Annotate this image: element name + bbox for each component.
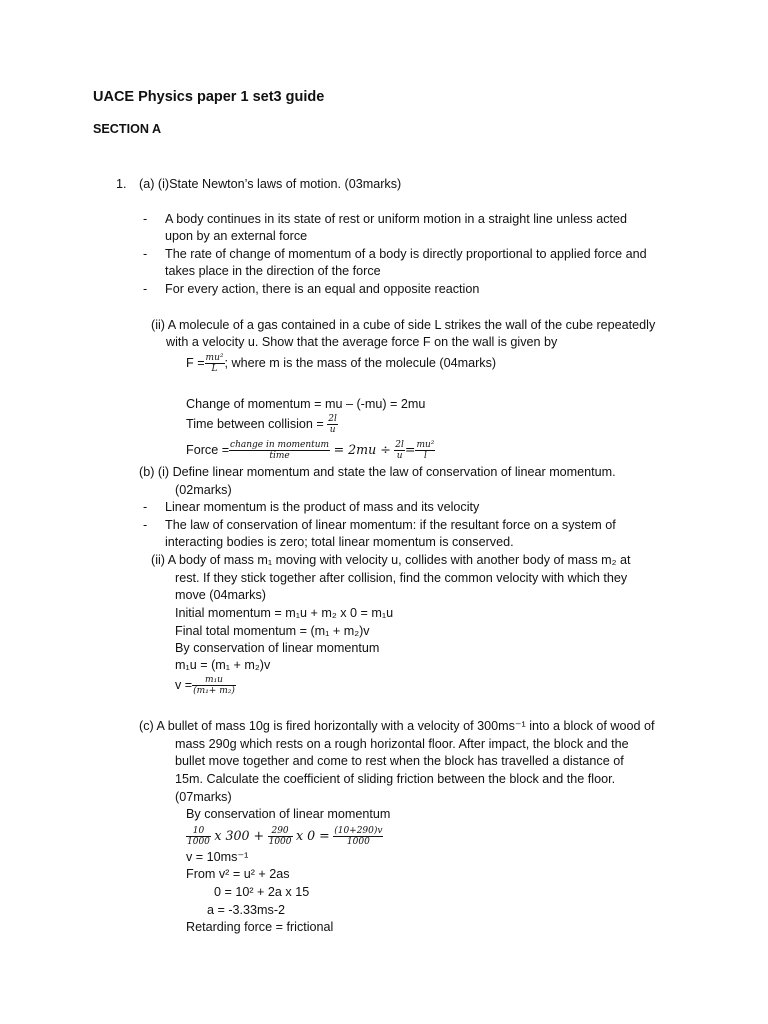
force-formula bbox=[186, 352, 496, 374]
bullet-mass-numerator: 10 bbox=[192, 826, 205, 837]
question-1b-i-line-2: (02marks) bbox=[175, 483, 232, 497]
law-1-line-1: A body continues in its state of rest or uniform motion in a straight line unless acted bbox=[165, 212, 628, 226]
force-formula-suffix: ; where m is the mass of the molecule (04marks) bbox=[224, 356, 497, 370]
retarding-force: Retarding force = frictional bbox=[186, 920, 334, 934]
question-1c-line-2: mass 290g which rests on a rough horizontal floor. After impact, the block and the bbox=[175, 737, 629, 751]
velocity-prefix: v = bbox=[175, 678, 193, 692]
bullet-mass-denominator: 1000 bbox=[187, 837, 210, 848]
force-equals: = bbox=[404, 442, 416, 457]
initial-momentum: Initial momentum = m₁u + m₂ x 0 = m₁u bbox=[175, 606, 394, 620]
block-mass-numerator: 290 bbox=[271, 826, 289, 837]
force-formula-numerator: mu² bbox=[205, 353, 224, 364]
time-denominator: u bbox=[327, 424, 338, 435]
document-title: UACE Physics paper 1 set3 guide bbox=[93, 89, 325, 105]
force-numerator-3: mu² bbox=[416, 440, 435, 451]
acceleration-result: a = -3.33ms-2 bbox=[207, 903, 286, 917]
force-numerator: change in momentum bbox=[230, 440, 330, 451]
question-1c-line-1: (c) A bullet of mass 10g is fired horizontally with a velocity of 300ms⁻¹ into a block of wood of bbox=[139, 719, 655, 733]
force-formula-prefix: F = bbox=[186, 356, 205, 370]
question-1a-ii-line-1: (ii) A molecule of a gas contained in a cube of side L strikes the wall of the cube repeatedly bbox=[151, 318, 656, 332]
question-1b-ii-line-2: rest. If they stick together after collision, find the common velocity with which they bbox=[175, 571, 628, 585]
bullet-dash: - bbox=[143, 500, 148, 514]
question-1b-i-line-1: (b) (i) Define linear momentum and state the law of conservation of linear momentum. bbox=[139, 465, 616, 479]
time-prefix: Time between collision = bbox=[186, 417, 324, 431]
force-denominator-3: l bbox=[415, 450, 435, 461]
block-mass-denominator: 1000 bbox=[268, 837, 292, 848]
bullet-dash: - bbox=[143, 247, 148, 261]
time-between-collision bbox=[186, 412, 338, 436]
bullet-dash: - bbox=[143, 212, 148, 226]
question-1c-line-3: bullet move together and come to rest when the block has travelled a distance of bbox=[175, 754, 624, 768]
momentum-equation-c bbox=[186, 823, 383, 849]
momentum-definition: Linear momentum is the product of mass and its velocity bbox=[165, 500, 480, 514]
bullet-dash: - bbox=[143, 518, 148, 532]
force-denominator: time bbox=[229, 450, 330, 461]
momentum-equation: m₁u = (m₁ + m₂)v bbox=[175, 658, 271, 672]
equation-term-2: x 0 = bbox=[296, 828, 330, 843]
velocity-numerator: m₁u bbox=[205, 675, 223, 686]
force-numerator-2: 2l bbox=[395, 440, 404, 451]
velocity-denominator: (m₁+ m₂) bbox=[193, 686, 235, 697]
question-number: 1. bbox=[116, 177, 127, 191]
section-heading: SECTION A bbox=[93, 122, 162, 136]
bullet-dash: - bbox=[143, 282, 148, 296]
conservation-statement: By conservation of linear momentum bbox=[175, 641, 380, 655]
force-formula-denominator: L bbox=[205, 363, 225, 374]
substitution: 0 = 10² + 2a x 15 bbox=[214, 885, 310, 899]
law-2-line-2: takes place in the direction of the force bbox=[165, 264, 381, 278]
law-1-line-2: upon by an external force bbox=[165, 229, 308, 243]
velocity-result: v = 10ms⁻¹ bbox=[186, 850, 249, 864]
change-of-momentum: Change of momentum = mu – (-mu) = 2mu bbox=[186, 397, 426, 411]
kinematic-equation: From v² = u² + 2as bbox=[186, 867, 290, 881]
conservation-law-line-2: interacting bodies is zero; total linear momentum is conserved. bbox=[165, 535, 514, 549]
question-1c-line-5: (07marks) bbox=[175, 790, 232, 804]
time-numerator: 2l bbox=[328, 414, 337, 425]
conservation-law-line-1: The law of conservation of linear momentum: if the resultant force on a system of bbox=[165, 518, 616, 532]
combined-numerator: (10+290)v bbox=[334, 826, 383, 837]
final-momentum: Final total momentum = (m₁ + m₂)v bbox=[175, 624, 370, 638]
force-derivation bbox=[186, 438, 435, 462]
conservation-statement-c: By conservation of linear momentum bbox=[186, 807, 391, 821]
question-1b-ii-line-3: move (04marks) bbox=[175, 588, 266, 602]
question-1a-i: (a) (i)State Newton’s laws of motion. (03marks) bbox=[139, 177, 402, 191]
force-denominator-2: u bbox=[394, 450, 405, 461]
combined-denominator: 1000 bbox=[333, 836, 383, 847]
force-middle: = 2mu ÷ bbox=[333, 442, 391, 457]
law-2-line-1: The rate of change of momentum of a body is directly proportional to applied force and bbox=[165, 247, 647, 261]
force-prefix: Force = bbox=[186, 443, 230, 457]
equation-term-1: x 300 + bbox=[214, 828, 265, 843]
law-3-line-1: For every action, there is an equal and opposite reaction bbox=[165, 282, 480, 296]
question-1a-ii-line-2: with a velocity u. Show that the average force F on the wall is given by bbox=[166, 335, 558, 349]
question-1c-line-4: 15m. Calculate the coefficient of sliding friction between the block and the floor. bbox=[175, 772, 616, 786]
question-1b-ii-line-1: (ii) A body of mass m₁ moving with velocity u, collides with another body of mass m₂ at bbox=[151, 553, 631, 567]
velocity-formula bbox=[175, 673, 236, 697]
